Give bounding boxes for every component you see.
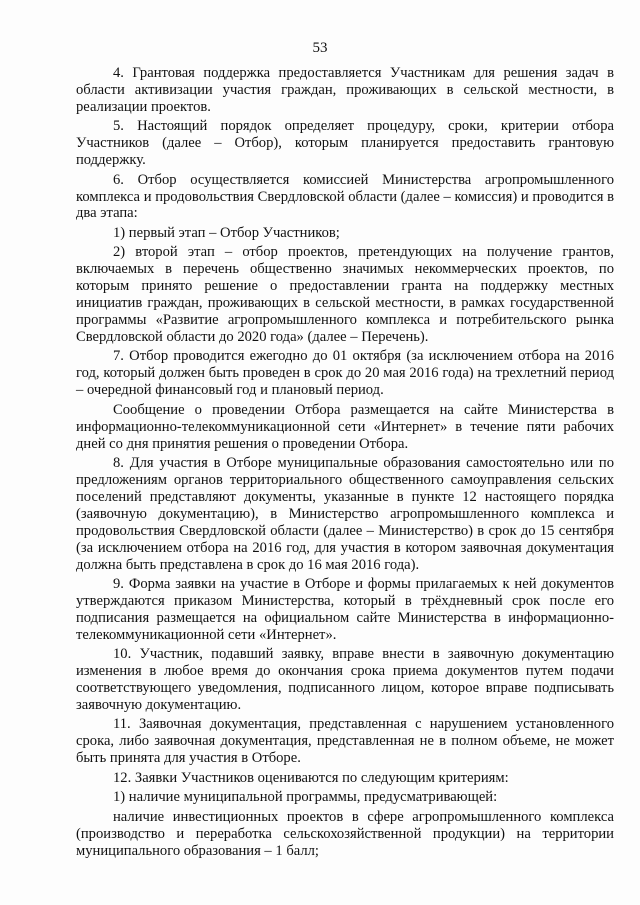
paragraph-5: 5. Настоящий порядок определяет процедуру, сроки, критерии отбора Участников (далее – Отбор), которым планируется предоставить грантовую поддержку.	[76, 118, 614, 169]
paragraph-7: 7. Отбор проводится ежегодно до 01 октября (за исключением отбора на 2016 год, который должен быть проведен в срок до 20 мая 2016 года) на трехлетний период – очередной финансовый год и плановый период.	[76, 348, 614, 399]
paragraph-11: 11. Заявочная документация, представленная с нарушением установленного срока, либо заявочная документация, представленная не в полном объеме, не может быть принята для участия в Отборе.	[76, 716, 614, 767]
paragraph-9: 9. Форма заявки на участие в Отборе и формы прилагаемых к ней документов утверждаются приказом Министерства, который в трёхдневный срок после его подписания размещается на официальном сайте Министерства в информационно-телекоммуникационной сети «Интернет».	[76, 576, 614, 643]
paragraph-6-item-2: 2) второй этап – отбор проектов, претендующих на получение грантов, включаемых в перечень общественно значимых некоммерческих проектов, по которым принято решение о предоставлении гранта на поддержку местных инициатив граждан, проживающих в сельской местности, в рамках государственной программы «Развитие агропромышленного комплекса и потребительского рынка Свердловской области до 2020 года» (далее – Перечень).	[76, 244, 614, 345]
paragraph-4: 4. Грантовая поддержка предоставляется Участникам для решения задач в области активизации участия граждан, проживающих в сельской местности, в реализации проектов.	[76, 65, 614, 115]
paragraph-10: 10. Участник, подавший заявку, вправе внести в заявочную документацию изменения в любое время до окончания срока приема документов путем подачи соответствующего уведомления, подписанного лицом, которое вправе подписывать заявочную документацию.	[76, 646, 614, 713]
paragraph-6: 6. Отбор осуществляется комиссией Министерства агропромышленного комплекса и продовольствия Свердловской области (далее – комиссия) и проводится в два этапа:	[76, 171, 614, 222]
paragraph-7-notice: Сообщение о проведении Отбора размещается на сайте Министерства в информационно-телекоммуникационной сети «Интернет» в течение пяти рабочих дней со дня принятия решения о проведении Отбора.	[76, 401, 614, 452]
page-number: 53	[312, 40, 328, 56]
paragraph-12: 12. Заявки Участников оцениваются по следующим критериям:	[113, 769, 509, 786]
paragraph-12-item-1: 1) наличие муниципальной программы, предусматривающей:	[113, 789, 498, 806]
document-body	[76, 65, 614, 862]
paragraph-6-item-1: 1) первый этап – Отбор Участников;	[113, 224, 340, 241]
paragraph-8: 8. Для участия в Отборе муниципальные образования самостоятельно или по предложениям органов территориального общественного самоуправления сельских поселений представляют документы, указанные в пункте 12 настоящего порядка (заявочную документацию), в Министерство агропромышленного комплекса и продовольствия Свердловской области (далее – Министерство) в срок до 15 сентября (за исключением отбора на 2016 год, для участия в котором заявочная документация должна быть представлена в срок до 16 мая 2016 года).	[76, 455, 614, 573]
paragraph-12-subitem: наличие инвестиционных проектов в сфере агропромышленного комплекса (производство и переработка сельскохозяйственной продукции) на территории муниципального образования – 1 балл;	[76, 808, 614, 859]
